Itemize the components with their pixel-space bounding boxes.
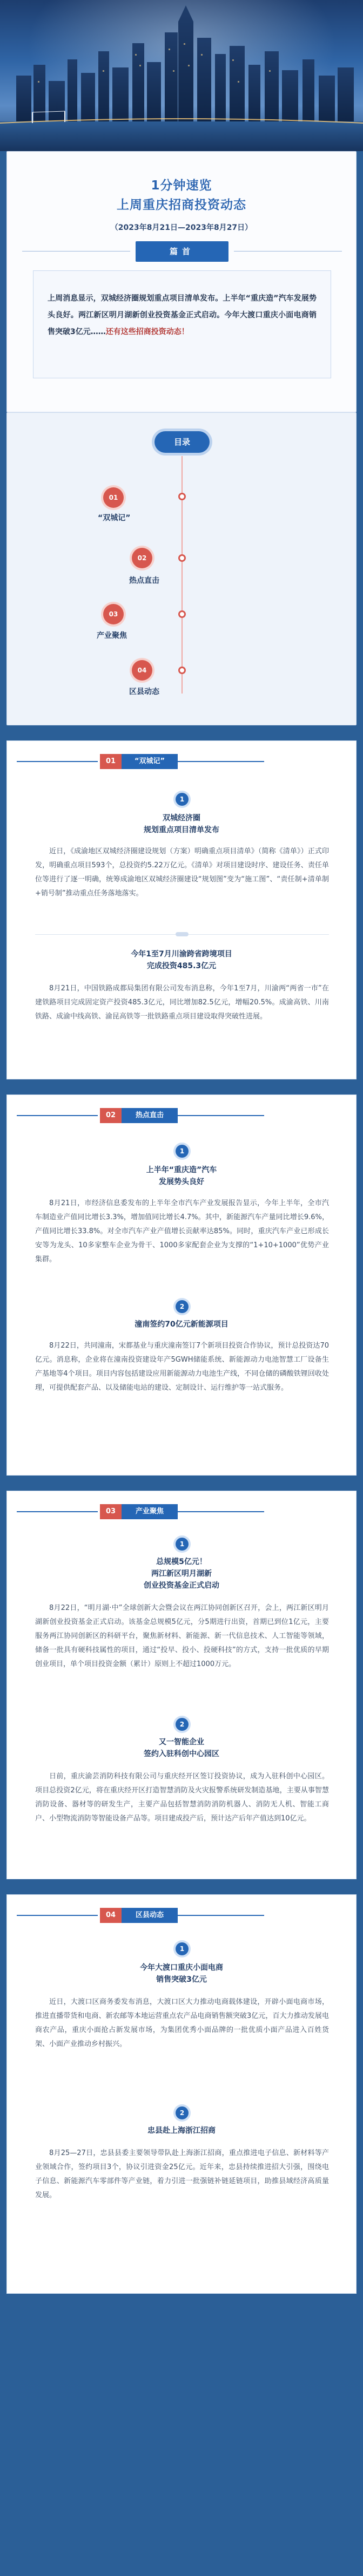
section-shuangchengji: [6, 740, 357, 1079]
item-title-line: 今年大渡口重庆小面电商: [140, 1963, 223, 1972]
city-skyline-illustration: [0, 0, 363, 151]
item-body: 8月22日，共同潼南，宋都基业与重庆潼南签订7个新项目投资合作协议，预计总投资达70亿元。消息称，企业将在潼南投资建设年产5GWH储能系统、新能源动力电池智慧工厂设备生产基地等4个项目。项目内容包括建设应用新能源动力电池生产线，不同仓储的磷酸铁锂回收处理，可提供配套产品、以及储能电站的建设、定制设计、运行维护等一站式服务。: [35, 1342, 329, 1392]
toc-item-label[interactable]: 产业聚焦: [97, 631, 127, 640]
item-body: 8月25—27日，忠县县委主要领导带队赴上海浙江招商，重点推进电子信息、新材料等产业领域合作，签约项目3个，协议引进资金25亿元。近年来，忠县持续推进招大引强，围绕电子信息、新能源汽车零部件等产业链，着力引进一批强链补链延链项目，助推县域经济高质量发展。: [35, 2149, 329, 2199]
item-body: 8月21日，市经济信息委发布的上半年全市汽车产业发展报告显示，今年上半年，全市汽车制造业产值同比增长3.3%，增加值同比增长4.7%。其中，新能源汽车产量同比增长9.6%，产值同比增长33.8%。对全市汽车产业产值增长贡献率达85%。同时，重庆汽车产业已形成长安等为龙头、10多家整车企业为骨干、1000多家配套企业为支撑的“1+10+1000”优势产业集群。: [35, 1199, 329, 1263]
toc-item-number[interactable]: 03: [103, 604, 124, 624]
item-title-line: 两江新区明月湖新: [151, 1569, 212, 1578]
title-line-1: 1分钟速览: [151, 179, 212, 193]
item-title-line: 签约入驻科创中心园区: [144, 1750, 219, 1758]
section-hotspot: [6, 1095, 357, 1476]
toc-dot: [178, 610, 186, 618]
item-body: 近日，大渡口区商务委发布消息，大渡口区大力推动电商载体建设，开辟小面电商市场，推进直播带货和电商、新农邮等本地运营重点农产品电商销售额突破3亿元，百大力推动发展电商农产品，重庆小面抢占新发展市场，为集团优秀小面品牌的一批优质小面产品进入百姓货架、小面产业推动乡村振兴。: [35, 1998, 329, 2048]
toc-timeline: [182, 456, 183, 694]
date-range: （2023年8月21日—2023年8月27日）: [110, 223, 253, 232]
item-title-line: 总规模5亿元！: [156, 1558, 207, 1566]
section-header: [100, 1108, 264, 1123]
item-divider: [35, 934, 329, 935]
preface-highlight: 还有这些招商投资动态！: [105, 328, 189, 336]
preface-text: [33, 270, 331, 378]
item-title-line: 今年1至7月川渝跨省跨境项目: [131, 950, 232, 959]
section-header: [100, 1504, 264, 1519]
section-number: 04: [100, 1908, 122, 1923]
item-body: 8月22日，“明月湖·中”全球创新大会暨会议在两江协同创新区召开，会上，两江新区明月湖新创业投资基金正式启动。该基金总规模5亿元，分5期进行出资，首期已到位1亿元，主要服务两江协同创新区的科研平台，聚焦新材料、新能源、新一代信息技术、人工智能等领域，储备一批具有硬科技属性的项目，通过“投早、投小、投硬科技”的方式，支持一批优质的早期创业项目，单个项目投资金额（累计）原则上不超过1000万元。: [35, 1604, 329, 1668]
item-title-line: 忠县赴上海浙江招商: [147, 2126, 216, 2135]
item-body: 8月21日，中国铁路成都局集团有限公司发布消息称，今年1至7月，川渝两“两省一市”在建铁路项目完成固定资产投资485.3亿元，同比增加82.5亿元，增幅20.5%。成渝高铁、川南铁路、成渝中线高铁、渝昆高铁等一批铁路重点项目建设取得突破性进展。: [35, 984, 329, 1021]
section-industry: [6, 1491, 357, 1879]
toc-dot: [178, 554, 186, 562]
section-number: 03: [100, 1504, 122, 1519]
item-title-line: 潼南签约70亿元新能源项目: [135, 1320, 228, 1329]
toc-item-label[interactable]: 区县动态: [129, 688, 159, 696]
table-of-contents: [6, 412, 357, 725]
section-title: “双城记”: [122, 754, 178, 769]
hero-banner: [0, 0, 363, 151]
section-number: 02: [100, 1108, 122, 1123]
item-title-line: 发展势头良好: [159, 1178, 204, 1186]
item-title-line: 规划重点项目清单发布: [144, 826, 219, 834]
toc-label: 目录: [154, 431, 210, 453]
item-body: 日前，重庆渝芸消防科技有限公司与重庆经开区签订投资协议，成为入驻科创中心园区。项目总投资2亿元，将在重庆经开区打造智慧消防及火灾报警系统研发制造基地，主要从事智慧消防设备、器材等的研发生产，主要产品包括智慧消防消防机器人、消防无人机、智能工商户、小型物流消防等智能设备产品等。项目建成投产后，预计达产后年产值达到10亿元。: [35, 1772, 329, 1823]
toc-item-number[interactable]: 04: [132, 660, 152, 681]
item-badge: 1: [176, 1145, 189, 1158]
section-number: 01: [100, 754, 122, 769]
toc-dot: [178, 493, 186, 500]
item-badge: 2: [176, 1300, 189, 1313]
toc-dot: [178, 667, 186, 674]
toc-item-label[interactable]: 热点直击: [129, 576, 159, 585]
section-title: 产业聚焦: [122, 1504, 178, 1519]
item-title-line: 又一智能企业: [159, 1738, 204, 1746]
toc-item-number[interactable]: 02: [132, 548, 152, 568]
item-badge: 1: [176, 1942, 189, 1955]
item-title-line: 销售突破3亿元: [156, 1975, 207, 1984]
item-badge: 1: [176, 793, 189, 806]
preface-label: 篇首: [136, 241, 228, 262]
item-title-line: 双城经济圈: [163, 814, 200, 823]
section-title: 热点直击: [122, 1108, 178, 1123]
toc-item-number[interactable]: 01: [103, 487, 124, 508]
intro-card: [6, 151, 357, 412]
section-districts: [6, 1894, 357, 2294]
item-body: 近日，《成渝地区双城经济圈建设规划（方案）明确重点项目清单》（简称《清单》）正式印发，明确重点项目593个，总投资约5.22万亿元。《清单》对项目建设时序、建设任务、责任单位等进行了逐一明确，统筹成渝地区双城经济圈建设“规划图”变为“施工图”、“责任制+清单制+销号制”推动重点任务落地落实。: [35, 847, 329, 898]
item-title-line: 完成投资485.3亿元: [146, 962, 217, 970]
section-header: [100, 1908, 264, 1923]
title-line-2: 上周重庆招商投资动态: [117, 198, 246, 212]
item-title-line: 上半年“重庆造”汽车: [146, 1166, 217, 1174]
item-title-line: 创业投资基金正式启动: [144, 1581, 219, 1590]
item-badge: 1: [176, 1538, 189, 1551]
item-badge: 2: [176, 1718, 189, 1731]
preface-body: 上周消息显示，双城经济圈规划重点项目清单发布。上半年“重庆造”汽车发展势头良好。两江新区明月湖新创业投资基金正式启动。今年大渡口重庆小面电商销售突破3亿元……: [48, 294, 317, 336]
section-title: 区县动态: [122, 1908, 178, 1923]
toc-item-label[interactable]: “双城记”: [98, 514, 131, 522]
item-badge: 2: [176, 2106, 189, 2119]
section-header: [100, 754, 264, 769]
